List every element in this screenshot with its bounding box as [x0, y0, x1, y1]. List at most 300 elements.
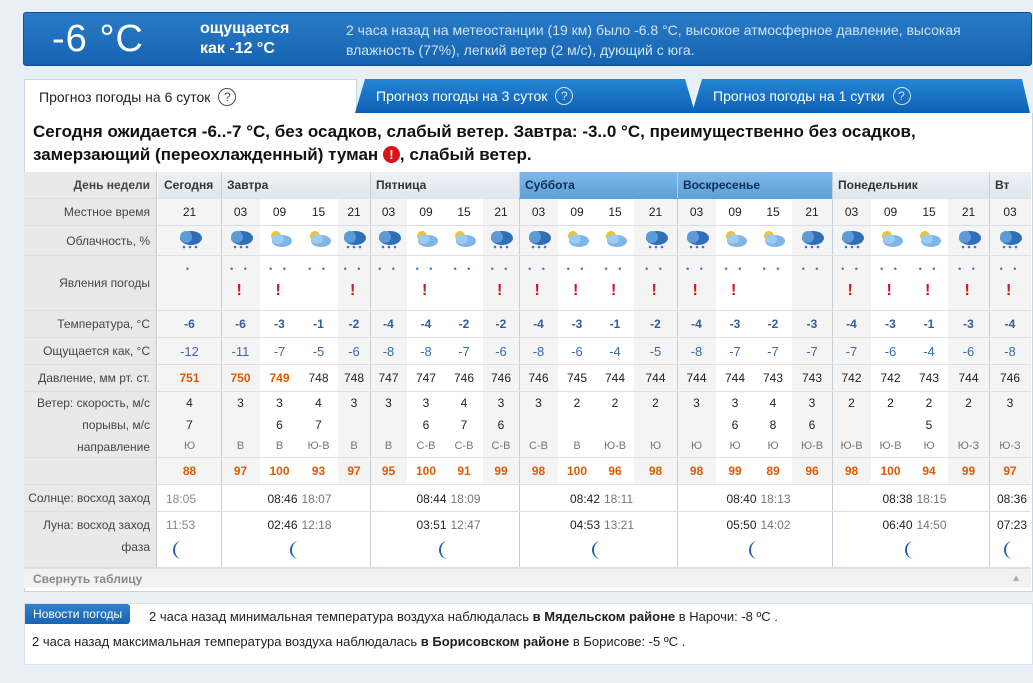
cell-cloud	[338, 226, 370, 255]
cell-phen	[596, 256, 634, 310]
snow-dots-icon: • •	[415, 264, 437, 274]
day-separator	[989, 485, 990, 511]
cell-time: 15	[299, 199, 338, 225]
cell-press: 744	[677, 365, 716, 391]
wind-gusts: 8	[769, 418, 777, 432]
cell-windblock	[445, 392, 483, 457]
cloud-snow-icon	[407, 228, 445, 253]
cell-phen	[871, 256, 910, 310]
cell-time: 21	[948, 199, 989, 225]
day-header: Пятница	[370, 172, 519, 199]
cell-press: 744	[716, 365, 754, 391]
wind-direction: Ю	[690, 440, 703, 452]
collapse-table-button[interactable]	[24, 568, 1031, 588]
wind-gusts: 7	[315, 418, 322, 432]
cloud-snow-icon	[832, 228, 871, 253]
wind-direction: В	[236, 440, 245, 452]
cloud-snow-icon	[558, 228, 596, 253]
cell-cloud	[519, 226, 558, 255]
day-header: Сегодня	[158, 172, 221, 199]
cell-press: 751	[158, 365, 221, 391]
wind-direction: Ю-З	[999, 440, 1021, 452]
day-separator	[519, 485, 520, 511]
day-separator	[370, 226, 371, 255]
cloud-snow-icon	[445, 228, 483, 253]
warning-icon[interactable]: !	[422, 282, 428, 299]
day-separator	[989, 226, 990, 255]
wind-speed: 3	[385, 396, 392, 410]
cell-windblock	[792, 392, 832, 457]
cell-windblock	[596, 392, 634, 457]
tab-6-days[interactable]	[24, 79, 357, 113]
cell-windblock	[483, 392, 519, 457]
row-windblock	[24, 392, 1031, 458]
cell-hum: 93	[299, 458, 338, 484]
snow-dots-icon: • •	[645, 264, 666, 274]
wind-direction: В	[384, 440, 393, 452]
cell-feels: -12	[158, 338, 221, 364]
cell-windblock	[716, 392, 754, 457]
warning-icon[interactable]: !	[497, 282, 503, 299]
day-separator	[519, 199, 520, 225]
cell-cloud	[677, 226, 716, 255]
wind-direction: Ю-В	[840, 440, 863, 452]
wind-gusts: 6	[731, 418, 739, 432]
cell-time: 03	[370, 199, 407, 225]
wind-speed: 3	[276, 396, 283, 410]
cell-phen	[716, 256, 754, 310]
help-icon[interactable]: ?	[555, 87, 573, 105]
warning-icon[interactable]: !	[611, 282, 617, 299]
wind-gusts: 6	[276, 418, 283, 432]
cell-hum: 98	[832, 458, 871, 484]
cell-windblock	[871, 392, 910, 457]
cell-hum: 99	[716, 458, 754, 484]
cell-feels: -6	[338, 338, 370, 364]
wind-direction: С-В	[416, 440, 436, 452]
news-region-link[interactable]: в Мядельском районе	[532, 609, 676, 624]
cell-feels: -5	[634, 338, 677, 364]
wind-direction: Ю-В	[603, 440, 627, 452]
cell-phen	[221, 256, 260, 310]
cell-press: 742	[832, 365, 871, 391]
sun-set: 18:13	[760, 492, 791, 506]
row-label-windblock	[24, 392, 157, 457]
cell-hum: 100	[871, 458, 910, 484]
cloud-snow-icon	[221, 228, 260, 253]
collapse-arrow-icon: ▲	[1011, 573, 1021, 584]
day-separator	[221, 226, 222, 255]
news-text: 2 часа назад минимальная температура воздуха наблюдалась	[149, 609, 533, 624]
day-header: Завтра	[221, 172, 370, 199]
day-separator	[832, 338, 833, 364]
cell-feels: -7	[260, 338, 299, 364]
cell-phen	[158, 256, 221, 310]
cell-windblock	[338, 392, 370, 457]
moon-crescent-icon	[589, 540, 607, 563]
row-moonblock	[24, 512, 1031, 568]
day-separator	[519, 458, 520, 484]
cell-temp: -6	[221, 311, 260, 337]
cell-cloud	[558, 226, 596, 255]
sun-cell	[158, 485, 221, 511]
wind-direction: Ю	[923, 440, 935, 452]
wind-speed: 2	[965, 396, 972, 410]
moon-set: 14:50	[916, 518, 947, 532]
day-separator	[832, 172, 833, 198]
cell-windblock	[832, 392, 871, 457]
cell-hum: 99	[948, 458, 989, 484]
sun-set: 18:11	[604, 492, 634, 506]
cell-phen	[370, 256, 407, 310]
cell-feels: -7	[832, 338, 871, 364]
cell-windblock	[299, 392, 338, 457]
sun-rise: 08:46	[267, 492, 298, 506]
moon-crescent-icon	[170, 540, 188, 563]
cell-temp: -4	[832, 311, 871, 337]
day-separator	[832, 256, 833, 310]
day-separator	[370, 256, 371, 310]
wind-speed: 3	[731, 396, 739, 410]
cell-time: 09	[260, 199, 299, 225]
wind-speed: 4	[315, 396, 322, 410]
warning-icon[interactable]: !	[275, 282, 281, 299]
snow-dots-icon: • •	[528, 264, 549, 274]
cell-press: 747	[370, 365, 407, 391]
wind-speed: 3	[237, 396, 244, 410]
snow-dots-icon: • •	[958, 264, 979, 274]
tab-3-days[interactable]	[362, 79, 687, 113]
cell-time: 21	[158, 199, 221, 225]
tab-1-day[interactable]	[699, 79, 1024, 113]
warning-icon[interactable]: !	[925, 282, 931, 299]
cell-temp: -3	[260, 311, 299, 337]
day-header: Суббота	[519, 172, 677, 199]
cloud-snow-icon	[158, 228, 221, 253]
wind-speed: 3	[497, 396, 505, 410]
day-separator	[519, 365, 520, 391]
day-separator	[221, 199, 222, 225]
day-separator	[832, 392, 833, 457]
cell-temp: -4	[677, 311, 716, 337]
cell-time: 09	[716, 199, 754, 225]
cell-feels: -4	[910, 338, 948, 364]
collapse-label: Свернуть таблицу	[33, 572, 143, 586]
wind-direction: Ю	[767, 440, 779, 452]
cell-press: 745	[558, 365, 596, 391]
cloud-snow-icon	[634, 228, 677, 253]
sun-set: 18:15	[916, 492, 947, 506]
cloud-snow-icon	[677, 228, 716, 253]
sun-rise: 08:40	[726, 492, 757, 506]
cell-windblock	[558, 392, 596, 457]
cell-phen	[754, 256, 792, 310]
cloud-snow-icon	[989, 228, 1031, 253]
cell-press: 746	[483, 365, 519, 391]
day-separator	[677, 485, 678, 511]
moon-rise: 02:46	[267, 518, 298, 532]
day-separator	[989, 365, 990, 391]
warning-icon[interactable]: !	[964, 282, 970, 299]
moon-cell	[832, 512, 989, 567]
cell-cloud	[989, 226, 1031, 255]
day-separator	[370, 311, 371, 337]
wind-gusts: 7	[186, 418, 193, 432]
wind-gusts: 6	[808, 418, 816, 432]
sun-set: 18:07	[301, 492, 332, 506]
warning-icon[interactable]: !	[1006, 282, 1012, 299]
news-badge[interactable]: Новости погоды	[25, 604, 130, 624]
cell-time: 21	[634, 199, 677, 225]
cell-temp: -2	[445, 311, 483, 337]
sun-cell	[677, 485, 832, 511]
cell-phen	[832, 256, 871, 310]
cell-temp: -3	[871, 311, 910, 337]
warning-icon[interactable]: !	[534, 282, 540, 299]
row-day	[24, 172, 1031, 199]
cell-windblock	[407, 392, 445, 457]
cell-windblock	[634, 392, 677, 457]
help-icon[interactable]: ?	[893, 87, 911, 105]
cell-press: 746	[445, 365, 483, 391]
cell-hum: 100	[558, 458, 596, 484]
sun-cell	[370, 485, 519, 511]
snow-dots-icon: • •	[762, 264, 784, 274]
day-separator	[832, 199, 833, 225]
cell-time: 03	[989, 199, 1031, 225]
day-separator	[832, 485, 833, 511]
cell-windblock	[260, 392, 299, 457]
wind-speed: 2	[652, 396, 659, 410]
wind-direction: С-В	[454, 440, 474, 452]
row-sun	[24, 485, 1031, 512]
day-separator	[221, 512, 222, 567]
current-weather-header	[23, 12, 1032, 66]
day-separator	[519, 226, 520, 255]
cell-time: 03	[519, 199, 558, 225]
cell-time: 21	[792, 199, 832, 225]
row-label-gusts: порывы, м/с	[82, 418, 150, 432]
cell-windblock	[221, 392, 260, 457]
day-separator	[221, 338, 222, 364]
cell-phen	[634, 256, 677, 310]
feels-like-line1: ощущается	[200, 20, 290, 37]
day-separator	[677, 226, 678, 255]
warning-icon[interactable]: !	[350, 282, 356, 299]
wind-direction: Ю	[183, 440, 196, 452]
cell-hum: 95	[370, 458, 407, 484]
cell-feels: -7	[754, 338, 792, 364]
cell-windblock	[910, 392, 948, 457]
snow-dots-icon: • •	[566, 264, 588, 274]
day-separator	[221, 172, 222, 198]
warning-icon[interactable]: !	[573, 282, 579, 299]
news-text: 2 часа назад максимальная температура воздуха наблюдалась	[32, 634, 421, 649]
warning-icon[interactable]: !	[886, 282, 892, 299]
cell-windblock	[370, 392, 407, 457]
wind-direction: В	[573, 440, 581, 452]
day-separator	[221, 485, 222, 511]
cell-press: 747	[407, 365, 445, 391]
sun-rise: 08:38	[882, 492, 913, 506]
warning-icon[interactable]: !	[236, 282, 242, 299]
cell-hum: 97	[221, 458, 260, 484]
day-separator	[519, 392, 520, 457]
cell-windblock	[158, 392, 221, 457]
day-separator	[989, 311, 990, 337]
moon-cell	[221, 512, 370, 567]
wind-direction: Ю-З	[957, 440, 980, 452]
wind-gusts: 7	[460, 418, 468, 432]
cell-time: 03	[221, 199, 260, 225]
cell-press: 749	[260, 365, 299, 391]
cell-time: 09	[407, 199, 445, 225]
cell-cloud	[483, 226, 519, 255]
cell-time: 15	[596, 199, 634, 225]
cell-feels: -6	[558, 338, 596, 364]
moon-rise: 11:53	[166, 518, 196, 532]
cell-temp: -2	[634, 311, 677, 337]
cell-time: 15	[754, 199, 792, 225]
cell-phen	[445, 256, 483, 310]
wind-gusts: 6	[422, 418, 430, 432]
cell-press: 744	[634, 365, 677, 391]
sun-rise: 18:05	[166, 492, 197, 506]
snow-dots-icon: • •	[918, 264, 940, 274]
cell-phen	[407, 256, 445, 310]
day-separator	[832, 311, 833, 337]
cell-press: 743	[754, 365, 792, 391]
day-separator	[221, 392, 222, 457]
day-separator	[677, 256, 678, 310]
cell-temp: -3	[558, 311, 596, 337]
row-label-feels: Ощущается как, °С	[24, 338, 157, 364]
wind-direction: Ю	[729, 440, 741, 452]
news-text: в Нарочи: -8 ºС .	[675, 609, 778, 624]
day-separator	[221, 458, 222, 484]
warning-icon[interactable]: !	[731, 282, 737, 299]
day-header: Вт	[989, 172, 1031, 199]
cell-press: 748	[299, 365, 338, 391]
snow-dots-icon: • •	[490, 264, 512, 274]
sun-cell	[519, 485, 677, 511]
feels-like	[200, 19, 289, 59]
cell-press: 744	[596, 365, 634, 391]
wind-gusts: 6	[497, 418, 505, 432]
cell-temp: -3	[948, 311, 989, 337]
news-region-link[interactable]: в Борисовском районе	[420, 634, 570, 649]
moon-crescent-icon	[1001, 540, 1019, 563]
cell-time: 21	[483, 199, 519, 225]
cell-hum: 88	[158, 458, 221, 484]
row-label-phen: Явления погоды	[24, 256, 157, 310]
news-text: в Борисове: -5 ºС .	[569, 634, 686, 649]
day-separator	[370, 338, 371, 364]
moon-cell	[519, 512, 677, 567]
warning-icon[interactable]: !	[847, 282, 853, 299]
cell-phen	[558, 256, 596, 310]
snow-dots-icon: • •	[453, 264, 475, 274]
snow-dots-icon: • •	[604, 264, 626, 274]
station-description: 2 часа назад на метеостанции (19 км) было -6.8 °C, высокое атмосферное давление, высокая влажность (77%), легкий ветер (2 м/с), дующий с юга.	[346, 22, 961, 58]
wind-direction: В	[275, 440, 284, 452]
cell-cloud	[832, 226, 871, 255]
day-separator	[221, 365, 222, 391]
cell-press: 743	[792, 365, 832, 391]
wind-speed: 4	[186, 396, 193, 410]
moon-set: 12:18	[301, 518, 332, 532]
row-label-direction: направление	[77, 440, 150, 454]
cloud-snow-icon	[754, 228, 792, 253]
wind-direction: Ю-В	[879, 440, 902, 452]
help-icon[interactable]: ?	[218, 88, 236, 106]
warning-icon[interactable]: !	[383, 146, 400, 163]
sun-set: 18:09	[450, 492, 481, 506]
row-label-cloud: Облачность, %	[24, 226, 157, 255]
cell-windblock	[948, 392, 989, 457]
warning-icon[interactable]: !	[651, 282, 657, 299]
tab-3-days-label: Прогноз погоды на 3 суток	[376, 88, 548, 104]
cell-cloud	[871, 226, 910, 255]
forecast-table	[24, 172, 1031, 568]
day-separator	[519, 172, 520, 198]
wind-speed: 3	[1006, 396, 1014, 410]
cloud-snow-icon	[792, 228, 832, 253]
wind-direction: Ю	[649, 440, 662, 452]
snow-dots-icon: • •	[378, 264, 399, 274]
row-hum	[24, 458, 1031, 485]
row-cloud	[24, 226, 1031, 256]
row-label-day: День недели	[24, 172, 157, 198]
cell-press: 750	[221, 365, 260, 391]
day-separator	[989, 338, 990, 364]
news-line-2	[32, 634, 685, 649]
summary-text: Сегодня ожидается -6..-7 °C, без осадков, слабый ветер. Завтра: -3..0 °C, преимущественно без осадков, замерзающий (переохлажденный) туман	[33, 122, 916, 164]
day-separator	[519, 256, 520, 310]
cell-feels: -7	[792, 338, 832, 364]
cell-feels: -8	[677, 338, 716, 364]
cell-feels: -8	[519, 338, 558, 364]
cell-time: 21	[338, 199, 370, 225]
warning-icon[interactable]: !	[692, 282, 698, 299]
day-separator	[989, 512, 990, 567]
snow-dots-icon: • •	[999, 264, 1021, 274]
wind-direction: В	[350, 440, 358, 452]
cell-time: 15	[910, 199, 948, 225]
cell-press: 748	[338, 365, 370, 391]
cell-feels: -7	[445, 338, 483, 364]
day-separator	[677, 512, 678, 567]
snow-dots-icon: • •	[308, 264, 329, 274]
cell-temp: -2	[754, 311, 792, 337]
cell-phen	[338, 256, 370, 310]
row-label-time: Местное время	[24, 199, 157, 225]
moon-set: 12:47	[450, 518, 481, 532]
wind-speed: 3	[693, 396, 700, 410]
cell-cloud	[370, 226, 407, 255]
snow-dots-icon: • •	[230, 264, 251, 274]
wind-speed: 2	[573, 396, 581, 410]
cell-press: 744	[948, 365, 989, 391]
cell-feels: -6	[871, 338, 910, 364]
wind-speed: 3	[535, 396, 542, 410]
cell-cloud	[716, 226, 754, 255]
cell-hum: 97	[338, 458, 370, 484]
cell-cloud	[221, 226, 260, 255]
wind-speed: 2	[848, 396, 855, 410]
wind-speed: 4	[460, 396, 468, 410]
cell-temp: -4	[370, 311, 407, 337]
